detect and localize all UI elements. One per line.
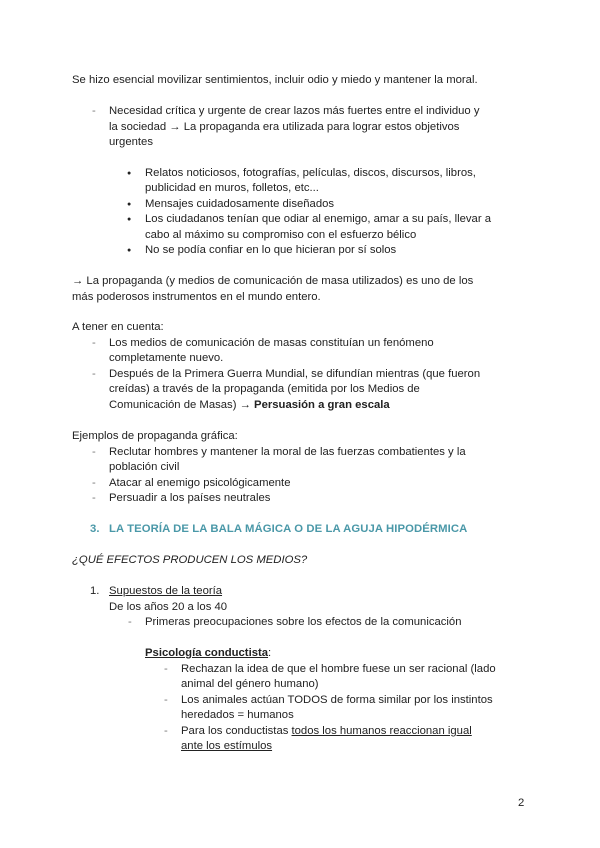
tener-item-text: Comunicación de Masas) → (109, 399, 255, 411)
need-line-2: la sociedad → La propaganda era utilizada para lograr estos objetivos (109, 121, 460, 133)
psicologia-item: - Los animales actúan TODOS de forma similar por los instintos (181, 693, 493, 709)
intro-paragraph: Se hizo esencial movilizar sentimientos, incluir odio y miedo y mantener la moral. (72, 74, 478, 86)
page-number: 2 (518, 797, 525, 809)
psicologia-item-cont: ante los estímulos (181, 740, 273, 752)
supuestos-title: Supuestos de la teoría (109, 585, 223, 597)
supuestos-number: 1. (90, 585, 100, 597)
ejemplos-item: - Persuadir a los países neutrales (109, 491, 270, 507)
psicologia-underlined: todos los humanos reaccionan igual (291, 725, 472, 737)
tener-item-cont: creídas) a través de la propaganda (emitida por los Medios de (109, 383, 420, 395)
tener-title: A tener en cuenta: (72, 321, 164, 333)
supuestos-item: - Primeras preocupaciones sobre los efectos de la comunicación (145, 615, 461, 631)
psicologia-title: Psicología conductista (145, 647, 269, 659)
ejemplos-title: Ejemplos de propaganda gráfica: (72, 430, 238, 442)
psicologia-heading (145, 646, 271, 662)
psicologia-item: - Rechazan la idea de que el hombre fuese un ser racional (lado (181, 662, 496, 678)
question-heading: ¿QUÉ EFECTOS PRODUCEN LOS MEDIOS? (72, 554, 308, 566)
ejemplos-item: - Atacar al enemigo psicológicamente (109, 476, 290, 492)
tener-item-cont (109, 398, 390, 414)
psicologia-item-text: Para los conductistas (181, 725, 292, 737)
ejemplos-item: - Reclutar hombres y mantener la moral de las fuerzas combatientes y la (109, 445, 466, 461)
need-line-3: urgentes (109, 136, 153, 148)
psicologia-item-cont: animal del género humano) (181, 678, 319, 690)
supuestos-years: De los años 20 a los 40 (109, 601, 228, 613)
bullet-item: ● Mensajes cuidadosamente diseñados (145, 197, 334, 213)
arrow-line-2: más poderosos instrumentos en el mundo entero. (72, 291, 321, 303)
bullet-item: ● Relatos noticiosos, fotografías, películas, discos, discursos, libros, (145, 166, 476, 182)
section-title: LA TEORÍA DE LA BALA MÁGICA O DE LA AGUJA HIPODÉRMICA (109, 523, 468, 535)
psicologia-colon: : (268, 647, 272, 659)
bullet-item: ● No se podía confiar en lo que hicieran por sí solos (145, 243, 396, 259)
psicologia-item (181, 724, 472, 740)
tener-item-cont: completamente nuevo. (109, 352, 224, 364)
psicologia-item-cont: heredados = humanos (181, 709, 294, 721)
section-number: 3. (90, 523, 100, 535)
tener-item: - Después de la Primera Guerra Mundial, se difundían mientras (que fueron (109, 367, 480, 383)
need-line-1: - Necesidad crítica y urgente de crear lazos más fuertes entre el individuo y (109, 104, 479, 120)
persuasion-bold: Persuasión a gran escala (254, 399, 390, 411)
arrow-line-1: → La propaganda (y medios de comunicación de masa utilizados) es uno de los (72, 275, 474, 287)
bullet-item-cont: publicidad en muros, folletos, etc... (145, 182, 319, 194)
bullet-item-cont: cabo al máximo su compromiso con el esfuerzo bélico (145, 229, 417, 241)
ejemplos-item-cont: población civil (109, 461, 180, 473)
bullet-item: ● Los ciudadanos tenían que odiar al enemigo, amar a su país, llevar a (145, 212, 491, 228)
tener-item: - Los medios de comunicación de masas constituían un fenómeno (109, 336, 434, 352)
